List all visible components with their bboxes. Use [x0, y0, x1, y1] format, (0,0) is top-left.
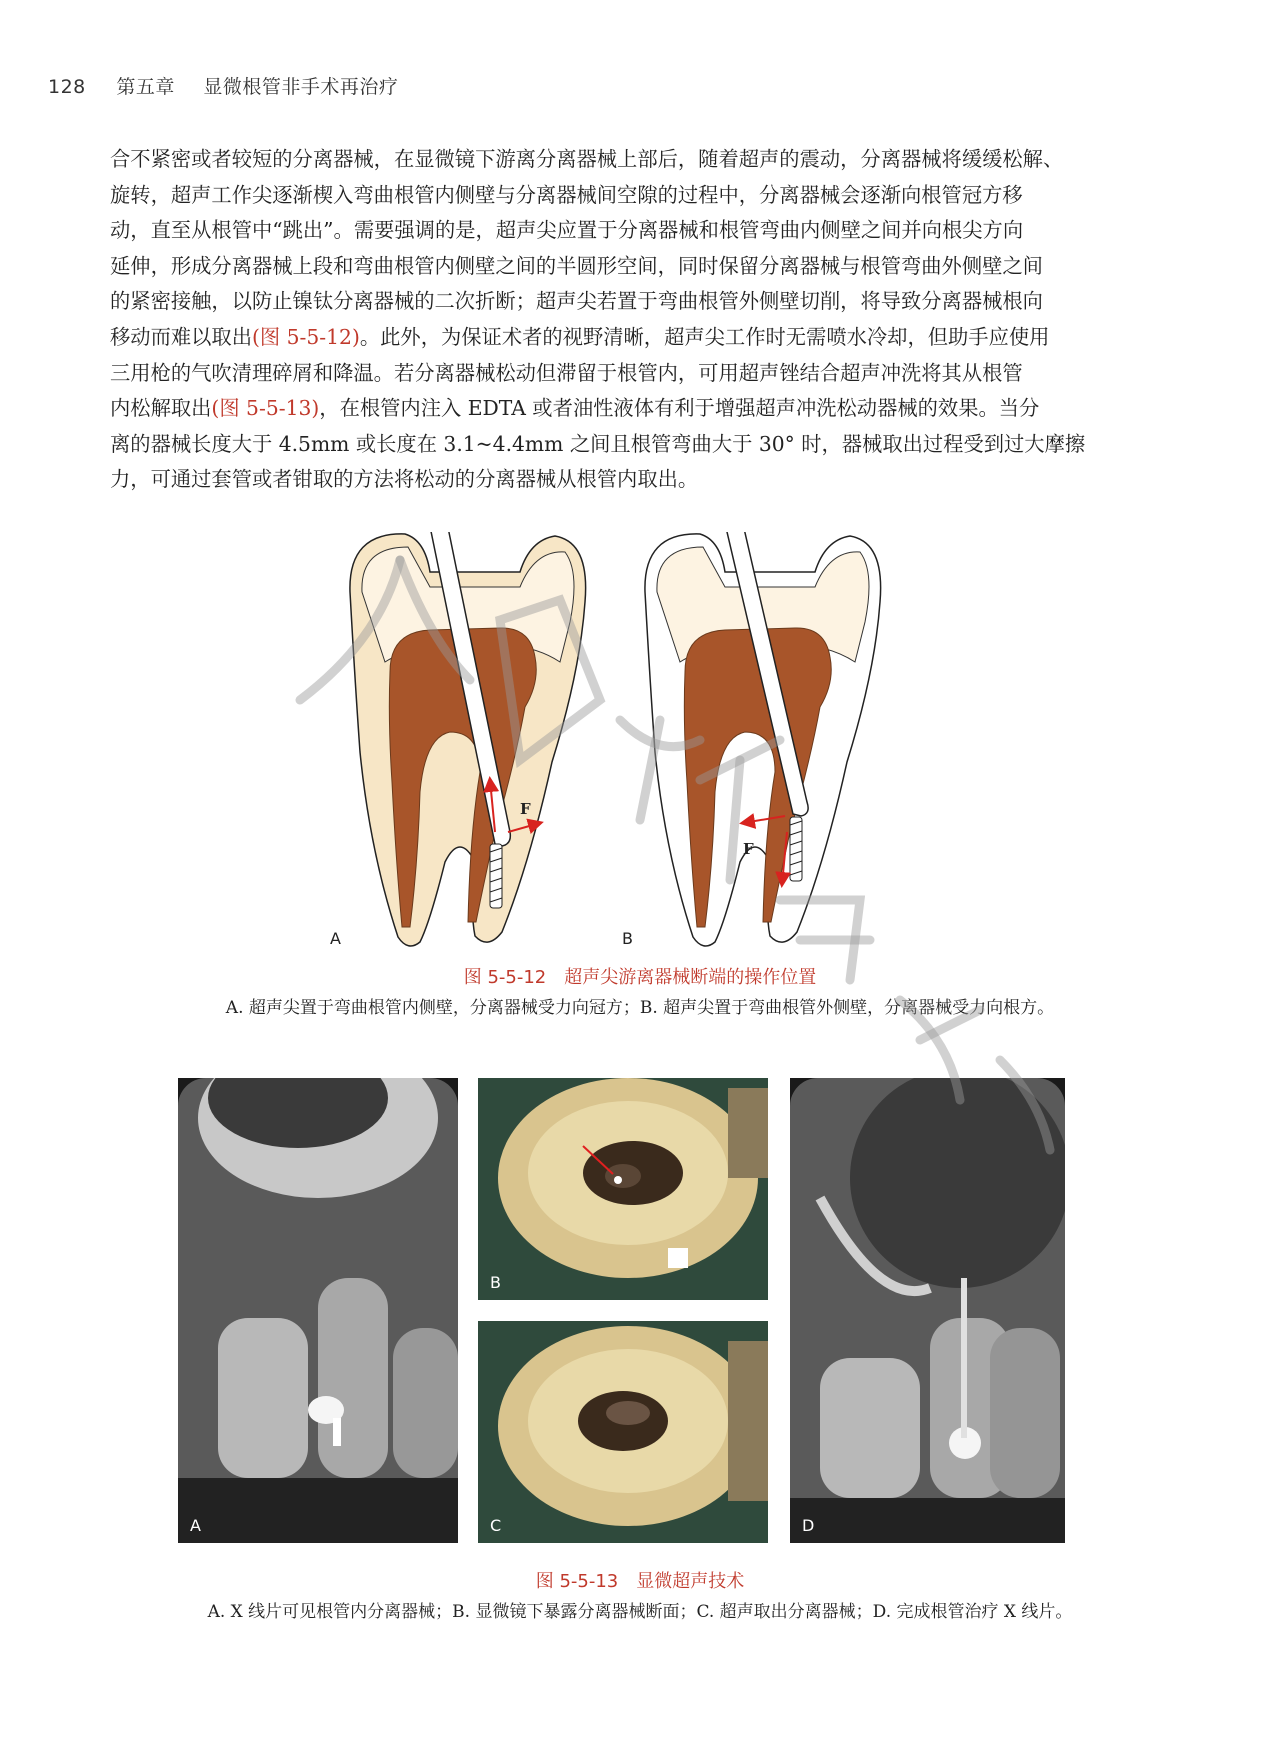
text-line: 旋转，超声工作尖逐渐楔入弯曲根管内侧壁与分离器械间空隙的过程中，分离器械会逐渐向根管冠方移 — [110, 182, 1023, 207]
figure-title: 图 5-5-12 超声尖游离器械断端的操作位置 — [463, 967, 817, 988]
figure-caption: A. 超声尖置于弯曲根管内侧壁，分离器械受力向冠方；B. 超声尖置于弯曲根管外侧壁，分离器械受力向根方。 — [225, 998, 1055, 1018]
text-line: 力，可通过套管或者钳取的方法将松动的分离器械从根管内取出。 — [110, 467, 699, 492]
text-segment: 。此外，为保证术者的视野清晰，超声尖工作时无需喷水冷却，但助手应使用 — [359, 324, 1050, 349]
figure-reference-link[interactable]: (图 5-5-13) — [211, 396, 320, 421]
force-label: F — [520, 800, 531, 818]
figure-reference-link[interactable]: (图 5-5-12) — [251, 324, 360, 349]
text-line: 离的器械长度大于 4.5mm 或长度在 3.1~4.4mm 之间且根管弯曲大于 30° 时，器械取出过程受到过大摩擦 — [110, 431, 1086, 456]
text-line — [110, 391, 1132, 427]
panel-label-a: A — [330, 929, 341, 948]
xray-image-a — [178, 1078, 458, 1543]
figure-caption: A. X 线片可见根管内分离器械；B. 显微镜下暴露分离器械断面；C. 超声取出分离器械；D. 完成根管治疗 X 线片。 — [207, 1602, 1073, 1622]
microscope-photo-b — [478, 1078, 768, 1300]
text-line: 三用枪的气吹清理碎屑和降温。若分离器械松动但滞留于根管内，可用超声锉结合超声冲洗将其从根管 — [110, 360, 1023, 385]
photo-label-a: A — [190, 1516, 201, 1535]
chapter-title: 显微根管非手术再治疗 — [203, 76, 399, 98]
tooth-diagram-figure — [330, 532, 950, 962]
tooth-diagram-b — [622, 532, 881, 948]
photo-label-b: B — [490, 1273, 501, 1292]
text-segment: ，在根管内注入 EDTA 或者油性液体有利于增强超声冲洗松动器械的效果。当分 — [319, 396, 1040, 421]
text-line: 延伸，形成分离器械上段和弯曲根管内侧壁之间的半圆形空间，同时保留分离器械与根管弯曲外侧壁之间 — [110, 253, 1043, 278]
xray-photo-d — [790, 1078, 1065, 1543]
photo-label-c: C — [490, 1516, 502, 1535]
xray-photo-a — [178, 1078, 458, 1543]
xray-image-d — [790, 1078, 1065, 1543]
body-paragraph — [110, 142, 1132, 498]
text-line — [110, 320, 1132, 356]
figure-title: 图 5-5-13 显微超声技术 — [535, 1571, 745, 1592]
chapter-number: 第五章 — [116, 76, 175, 98]
text-segment: 移动而难以取出 — [110, 324, 252, 349]
tooth-diagram-a — [330, 532, 586, 948]
microscope-image-c — [478, 1321, 768, 1543]
text-line: 的紧密接触，以防止镍钛分离器械的二次折断；超声尖若置于弯曲根管外侧壁切削，将导致分离器械根向 — [110, 289, 1043, 314]
photo-label-d: D — [802, 1516, 815, 1535]
text-line: 动，直至从根管中“跳出”。需要强调的是，超声尖应置于分离器械和根管弯曲内侧壁之间并向根尖方向 — [110, 218, 1024, 243]
microscope-image-b — [478, 1078, 768, 1300]
text-line: 合不紧密或者较短的分离器械，在显微镜下游离分离器械上部后，随着超声的震动，分离器械将缓缓松解、 — [110, 147, 1064, 171]
panel-label-b: B — [622, 929, 633, 948]
page-number: 128 — [48, 76, 86, 98]
text-segment: 内松解取出 — [110, 396, 212, 421]
microscope-photo-c — [478, 1321, 768, 1543]
force-label: F — [743, 840, 754, 858]
running-header — [48, 72, 398, 99]
